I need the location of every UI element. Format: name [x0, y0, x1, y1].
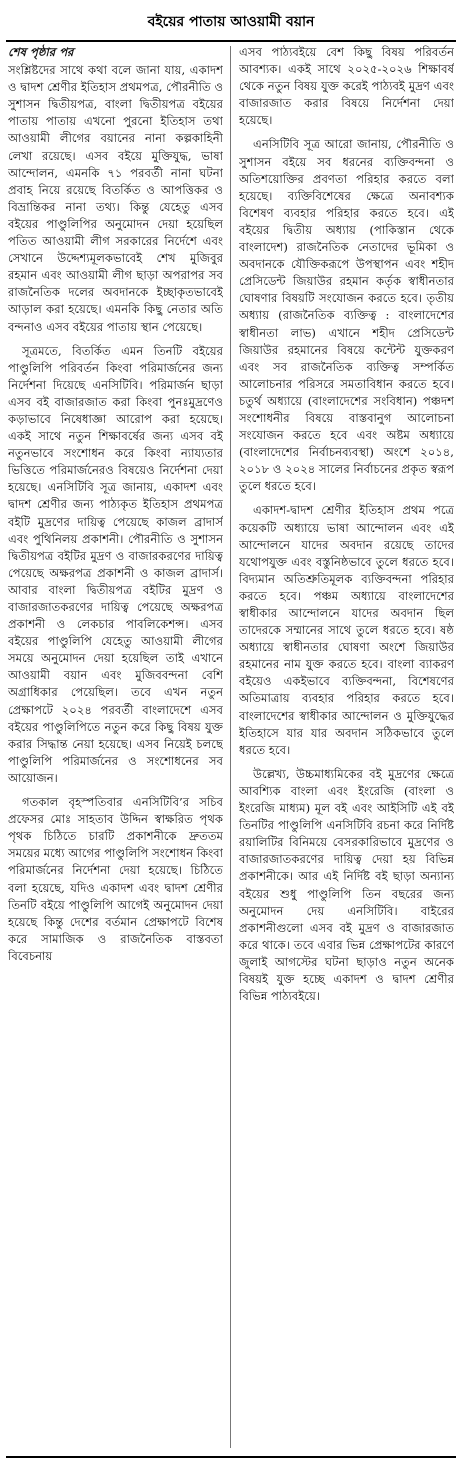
article-column-left — [8, 44, 223, 1450]
article-paragraph: এসব পাঠ্যবইয়ে বেশ কিছু বিষয় পরিবর্তন আবশ্যক। একই সাথে ২০২৫-২০২৬ শিক্ষাবর্ষ থেকে নতুন বিষয় যুক্ত করেই পাঠ্যবই মুদ্রণ এবং বাজারজাত করার বিষয়ে নির্দেশনা দেয়া হয়েছে। — [239, 45, 454, 128]
continued-from-label: শেষ পৃষ্ঠার পর — [8, 45, 74, 59]
bottom-rule — [6, 1456, 456, 1458]
article-paragraph: উল্লেখ্য, উচ্চমাধ্যমিকের বই মুদ্রণের ক্ষেত্রে আবশ্যিক বাংলা এবং ইংরেজি (বাংলা ও ইংরেজি মাধ্যম) মূল বই এবং আইসিটি এই বই তিনটির পাণ্ডুলিপি এনসিটিবি রচনা করে নির্দিষ্ট রয়ালিটির বিনিময়ে বেসরকারিভাবে মুদ্রণের ও বাজারজাতকরণের দায়িত্ব দেয়া হয় বিভিন্ন প্রকাশনীকে। আর এই নির্দিষ্ট বই ছাড়া অন্যান্য বইয়ের শুধু পাণ্ডুলিপি তিন বছরের জন্য অনুমোদন দেয় এনসিটিবি। বাইরের প্রকাশনীগুলো এসব বই মুদ্রণ ও বাজারজাত করে থাকে। তবে এবার ভিন্ন প্রেক্ষাপটের কারণে জুলাই আগস্টের ঘটনা ছাড়াও নতুন অনেক বিষয়ই যুক্ত হচ্ছে একাদশ ও দ্বাদশ শ্রেণীর বিভিন্ন পাঠ্যবইয়ে। — [239, 766, 454, 1004]
article-paragraph: গতকাল বৃহস্পতিবার এনসিটিবি’র সচিব প্রফেসর মোঃ সাহতাব উদ্দিন স্বাক্ষরিত পৃথক পৃথক চিঠিতে চারটি প্রকাশনীকে দ্রুততম সময়ের মধ্যে আগের পাণ্ডুলিপি সংশোধন কিংবা পরিমার্জনের নির্দেশনা দেয়া হয়েছে। চিঠিতে বলা হয়েছে, যদিও একাদশ এবং দ্বাদশ শ্রেণীর তিনটি বইয়ে পাণ্ডুলিপি আগেই অনুমোদন দেয়া হয়েছে কিন্তু দেশের বর্তমান প্রেক্ষাপটে বিশেষ করে সামাজিক ও রাজনৈতিক বাস্তবতা বিবেচনায় — [8, 795, 223, 963]
article-paragraph: এনসিটিবি সূত্র আরো জানায়, পৌরনীতি ও সুশাসন বইয়ে সব ধরনের ব্যক্তিবন্দনা ও অতিশয়োক্তির প্রবণতা পরিহার করতে বলা হয়েছে। ব্যক্তিবিশেষের ক্ষেত্রে অনাবশ্যক বিশেষণ ব্যবহার পরিহার করতে হবে। এই বইয়ের দ্বিতীয় অধ্যায় (পাকিস্তান থেকে বাংলাদেশ) রাজনৈতিক নেতাদের ভূমিকা ও অবদানকে যৌক্তিকরূপে উপস্থাপন এবং শহীদ প্রেসিডেন্ট জিয়াউর রহমান কর্তৃক স্বাধীনতার ঘোষণার বিষয়টি সংযোজন করতে হবে। তৃতীয় অধ্যায় (রাজনৈতিক ব্যক্তিত্ব : বাংলাদেশের স্বাধীনতা লাভ) এখানে শহীদ প্রেসিডেন্ট জিয়াউর রহমানের বিষয়ে কন্টেন্ট যুক্তকরণ এবং সব রাজনৈতিক ব্যক্তিত্ব সম্পর্কিত আলোচনার পরিসরে সমতাবিধান করতে হবে। চতুর্থ অধ্যায়ে (বাংলাদেশের সংবিধান) পঞ্চদশ সংশোধনীর বিষয়ে বাস্তবানুগ আলোচনা সংযোজন করতে হবে এবং অষ্টম অধ্যায়ে (বাংলাদেশের নির্বাচনব্যবস্থা) অংশে ২০১৪, ২০১৮ ও ২০২৪ সালের নির্বাচনের প্রকৃত স্বরূপ তুলে ধরতে হবে। — [239, 137, 454, 494]
article-column-right — [239, 44, 454, 1450]
article-paragraph: সংশ্লিষ্টদের সাথে কথা বলে জানা যায়, একাদশ ও দ্বাদশ শ্রেণীর ইতিহাস প্রথমপত্র, পৌরনীতি ও সুশাসন দ্বিতীয়পত্র, বাংলা দ্বিতীয়পত্র বইয়ের পাতায় পাতায় এখনো পুরনো ইতিহাস তথা আওয়ামী লীগের বয়ানের নানা কল্পকাহিনী লেখা রয়েছে। এসব বইয়ে মুক্তিযুদ্ধ, ভাষা আন্দোলন, এমনকি ৭১ পরবর্তী নানা ঘটনা প্রবাহ নিয়ে রয়েছে বিতর্কিত ও আপত্তিকর ও বিভ্রান্তিকর নানা তথ্য। কিন্তু যেহেতু এসব বইয়ের পাণ্ডুলিপির অনুমোদন দেয়া হয়েছিল পতিত আওয়ামী লীগ সরকারের নির্দেশে এবং সেখানে উদ্দেশ্যমূলকভাবেই শেখ মুজিবুর রহমান এবং আওয়ামী লীগ ছাড়া অপরাপর সব রাজনৈতিক দলের অবদানকে ইচ্ছাকৃতভাবেই আড়াল করা হয়েছে। এমনকি কিছু নেতার অতি বন্দনাও এসব বইয়ের পাতায় স্থান পেয়েছে। — [8, 63, 223, 334]
article-paragraph: সূত্রমতে, বিতর্কিত এমন তিনটি বইয়ের পাণ্ডুলিপি পরিবর্তন কিংবা পরিমার্জনের জন্য নির্দেশনা দিয়েছে এনসিটিবি। পরিমার্জন ছাড়া এসব বই বাজারজাত করা কিংবা পুনঃমুদ্রণেও কড়াভাবে নিষেধাজ্ঞা আরোপ করা হয়েছে। একই সাথে নতুন শিক্ষাবর্ষের জন্য এসব বই নতুনভাবে সংশোধন করে কিংবা ন্যায্যতার ভিত্তিতে পরিমার্জনেরও বিষয়েও নির্দেশনা দেয়া হয়েছে। এনসিটিবি সূত্র জানায়, একাদশ এবং দ্বাদশ শ্রেণীর জন্য পাঠ্যকৃত ইতিহাস প্রথমপত্র বইটি মুদ্রণের দায়িত্ব পেয়েছে কাজল ব্রাদার্স এবং পুথিনিলয় প্রকাশনী। পৌরনীতি ও সুশাসন দ্বিতীয়পত্র বইটির মুদ্রণ ও বাজারকরণের দায়িত্ব পেয়েছে অক্ষরপত্র প্রকাশনী ও কাজল ব্রাদার্স। আবার বাংলা দ্বিতীয়পত্র বইটির মুদ্রণ ও বাজারজাতকরণের দায়িত্ব পেয়েছে অক্ষরপত্র প্রকাশনী ও লেকচার পাবলিকেশন্স। এসব বইয়ের পাণ্ডুলিপি যেহেতু আওয়ামী লীগের সময়ে অনুমোদন দেয়া হয়েছিল তাই এখানে আওয়ামী বয়ান এবং মুজিববন্দনা বেশি অগ্রাধিকার পেয়েছিল। তবে এখন নতুন প্রেক্ষাপটে ২০২৪ পরবর্তী বাংলাদেশে এসব বইয়ের পাণ্ডুলিপিতে নতুন করে কিছু বিষয় যুক্ত করার সিদ্ধান্ত নেয়া হয়েছে। এসব নিয়েই চলছে পাণ্ডুলিপি পরিমার্জনের ও সংশোধনের সব আয়োজন। — [8, 343, 223, 785]
headline-rule — [6, 40, 456, 42]
column-divider — [230, 46, 231, 1448]
article-headline: বইয়ের পাতায় আওয়ামী বয়ান — [147, 14, 315, 30]
article-paragraph: একাদশ-দ্বাদশ শ্রেণীর ইতিহাস প্রথম পত্রে কয়েকটি অধ্যায়ে ভাষা আন্দোলন এবং এই আন্দোলনে যাদের অবদান রয়েছে তাদের যথোপযুক্ত এবং বস্তুনিষ্ঠভাবে তুলে ধরতে হবে। বিদ্যমান অতিশ্রুতিমূলক ব্যক্তিবন্দনা পরিহার করতে হবে। পঞ্চম অধ্যায়ে বাংলাদেশের স্বাধীকার আন্দোলনে যাদের অবদান ছিল তাদেরকে সম্মানের সাথে তুলে ধরতে হবে। ষষ্ঠ অধ্যায়ে স্বাধীনতার ঘোষণা অংশে জিয়াউর রহমানের নাম যুক্ত করতে হবে। বাংলা ব্যাকরণ বইয়েও একইভাবে ব্যক্তিবন্দনা, বিশেষণের অতিমাত্রায় ব্যবহার পরিহার করতে হবে। বাংলাদেশের স্বাধীকার আন্দোলন ও মুক্তিযুদ্ধের ইতিহাসে যার যার অবদান সঠিকভাবে তুলে ধরতে হবে। — [239, 503, 454, 757]
